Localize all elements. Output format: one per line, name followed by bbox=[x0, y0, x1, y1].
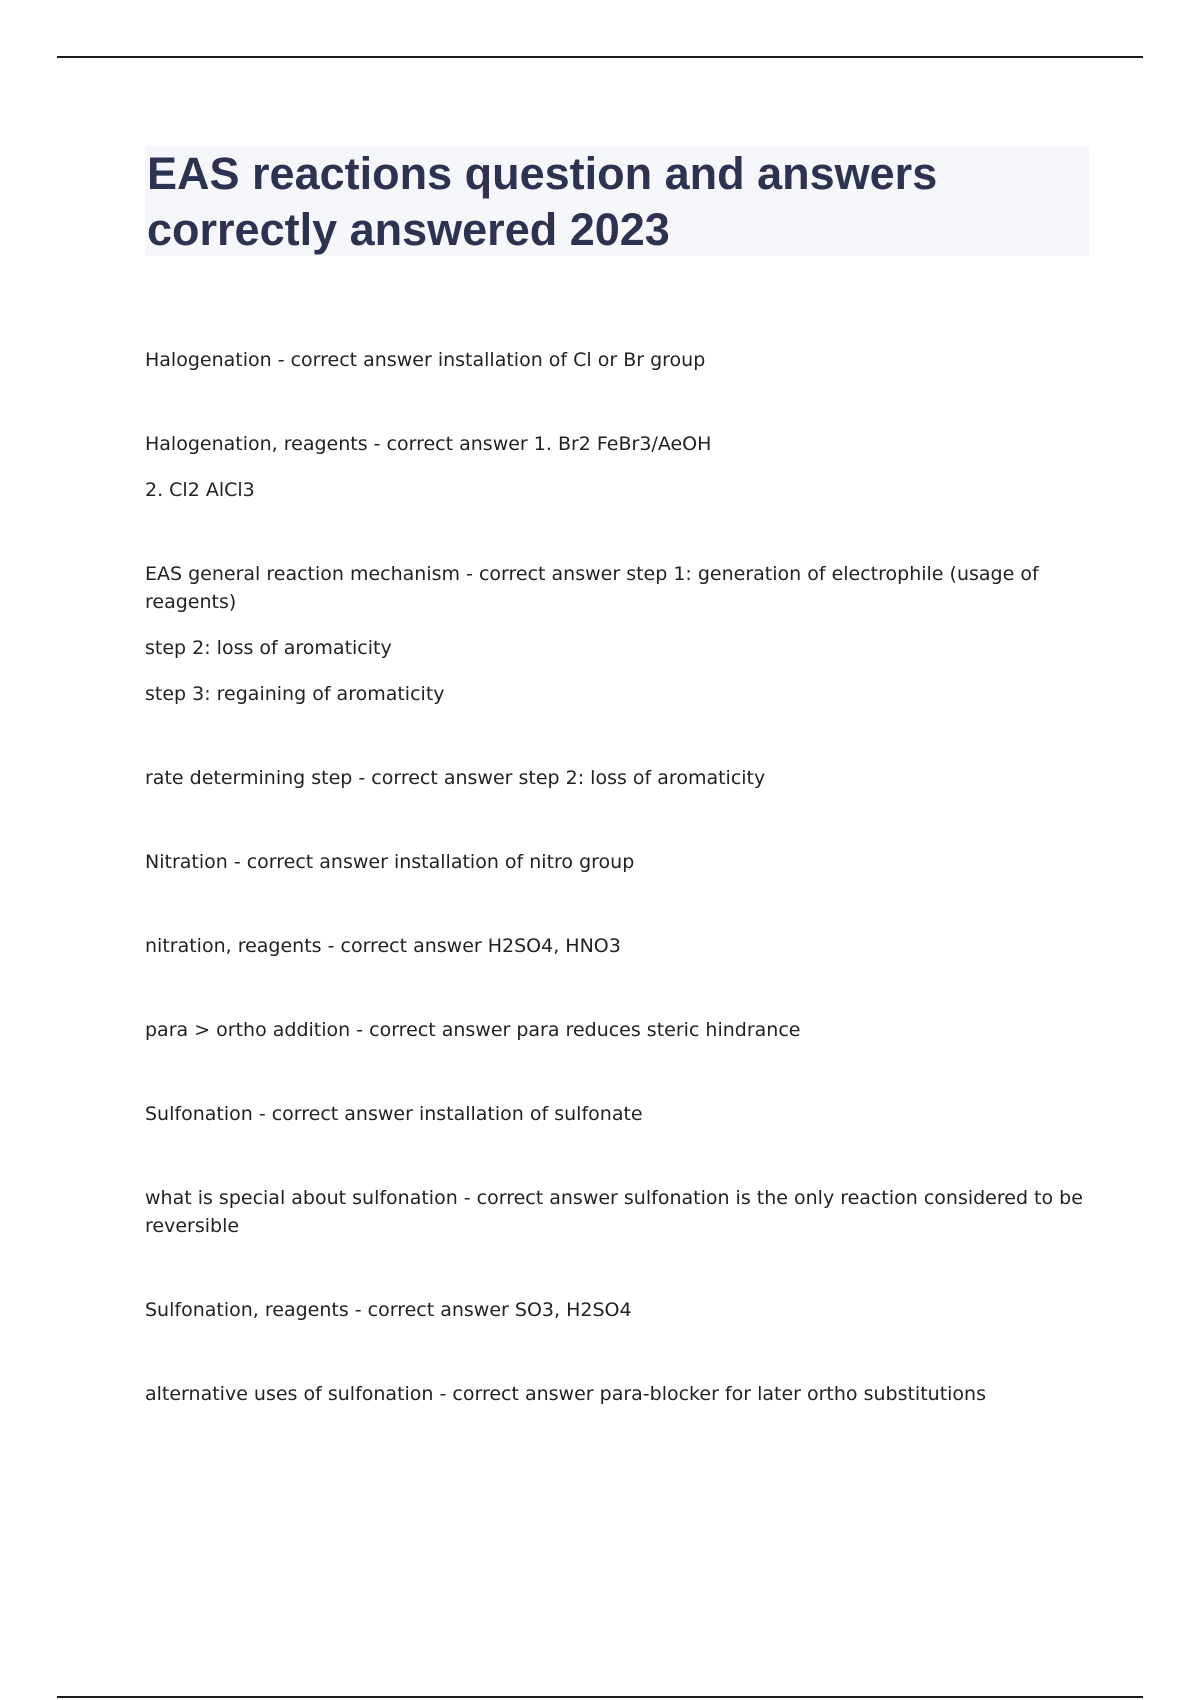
qa-line: EAS general reaction mechanism - correct answer step 1: generation of electrophile (usage of reagents) bbox=[145, 563, 1039, 613]
qa-line: Halogenation, reagents - correct answer 1. Br2 FeBr3/AeOH bbox=[145, 433, 712, 455]
qa-list bbox=[145, 346, 1085, 1464]
qa-item bbox=[145, 932, 1085, 960]
title-line-2: correctly answered 2023 bbox=[147, 204, 670, 255]
qa-line: reversible bbox=[145, 1215, 240, 1237]
title-line-1: EAS reactions question and answers bbox=[147, 148, 938, 199]
qa-item bbox=[145, 346, 1085, 374]
qa-line: Sulfonation, reagents - correct answer SO3, H2SO4 bbox=[145, 1299, 632, 1321]
qa-line: 2. Cl2 AlCl3 bbox=[145, 479, 255, 501]
bottom-divider bbox=[57, 1696, 1143, 1698]
qa-item bbox=[145, 1380, 1085, 1408]
qa-item bbox=[145, 1296, 1085, 1324]
qa-line: step 3: regaining of aromaticity bbox=[145, 683, 445, 705]
qa-line: step 2: loss of aromaticity bbox=[145, 637, 392, 659]
qa-line: rate determining step - correct answer step 2: loss of aromaticity bbox=[145, 767, 766, 789]
qa-item bbox=[145, 1016, 1085, 1044]
qa-item bbox=[145, 430, 1085, 504]
qa-line: para > ortho addition - correct answer para reduces steric hindrance bbox=[145, 1019, 801, 1041]
qa-line: nitration, reagents - correct answer H2SO4, HNO3 bbox=[145, 935, 621, 957]
qa-item bbox=[145, 1100, 1085, 1128]
qa-item bbox=[145, 560, 1085, 708]
title-block bbox=[145, 146, 1089, 256]
document-title bbox=[147, 146, 1089, 258]
qa-line: Halogenation - correct answer installation of Cl or Br group bbox=[145, 349, 706, 371]
qa-item bbox=[145, 764, 1085, 792]
qa-line: alternative uses of sulfonation - correct answer para-blocker for later ortho substitutions bbox=[145, 1383, 987, 1405]
qa-item bbox=[145, 1184, 1085, 1240]
qa-line: Sulfonation - correct answer installation of sulfonate bbox=[145, 1103, 643, 1125]
qa-line: Nitration - correct answer installation of nitro group bbox=[145, 851, 635, 873]
qa-item bbox=[145, 848, 1085, 876]
top-divider bbox=[57, 56, 1143, 58]
qa-line: what is special about sulfonation - correct answer sulfonation is the only reaction considered to be bbox=[145, 1187, 1083, 1209]
